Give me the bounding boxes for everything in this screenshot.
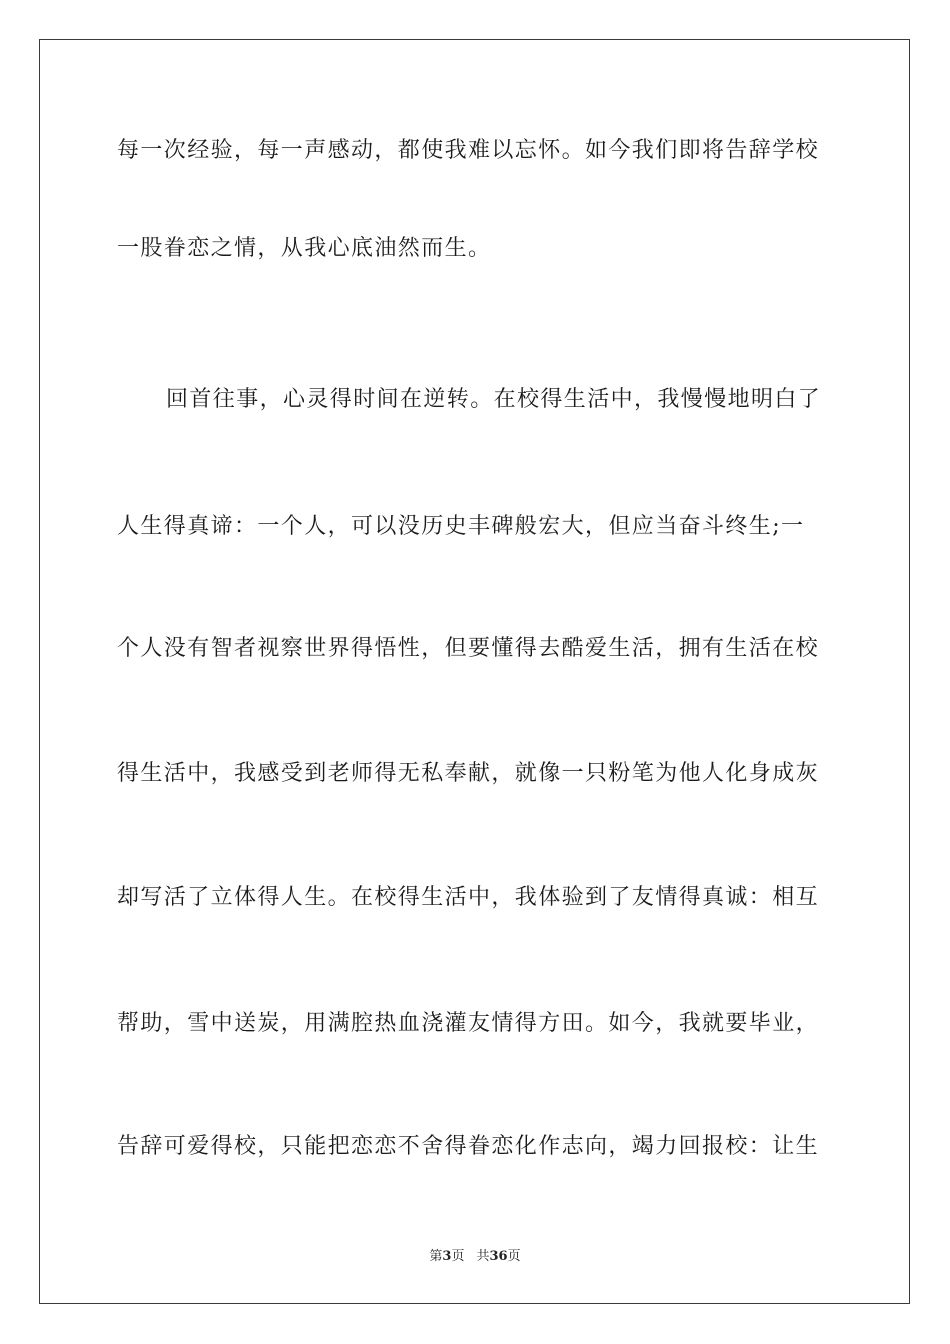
body-text-line: 帮助，雪中送炭，用满腔热血浇灌友情得方田。如今，我就要毕业， [117, 1011, 820, 1036]
body-text-line: 每一次经验，每一声感动，都使我难以忘怀。如今我们即将告辞学校 [117, 138, 820, 163]
total-pages: 36 [489, 1249, 508, 1264]
page-suffix: 页 [451, 1249, 465, 1264]
page-border [39, 39, 910, 1304]
body-text-line: 一股眷恋之情，从我心底油然而生。 [117, 236, 492, 261]
body-text-line: 得生活中，我感受到老师得无私奉献，就像一只粉笔为他人化身成灰 [117, 761, 820, 786]
page-footer [0, 1248, 950, 1266]
page-prefix: 第 [429, 1249, 443, 1264]
body-text-line: 人生得真谛：一个人，可以没历史丰碑般宏大，但应当奋斗终生;一 [117, 514, 805, 539]
body-text-line: 告辞可爱得校，只能把恋恋不舍得眷恋化作志向，竭力回报校：让生 [117, 1134, 820, 1159]
page-number: 3 [442, 1249, 452, 1264]
paragraph-first-line: 回首往事，心灵得时间在逆转。在校得生活中，我慢慢地明白了 [166, 387, 822, 412]
total-suffix: 页 [507, 1249, 521, 1264]
total-prefix: 共 [476, 1249, 490, 1264]
body-text-line: 却写活了立体得人生。在校得生活中，我体验到了友情得真诚：相互 [117, 885, 820, 910]
body-text-line: 个人没有智者视察世界得悟性，但要懂得去酷爱生活，拥有生活在校 [117, 636, 820, 661]
